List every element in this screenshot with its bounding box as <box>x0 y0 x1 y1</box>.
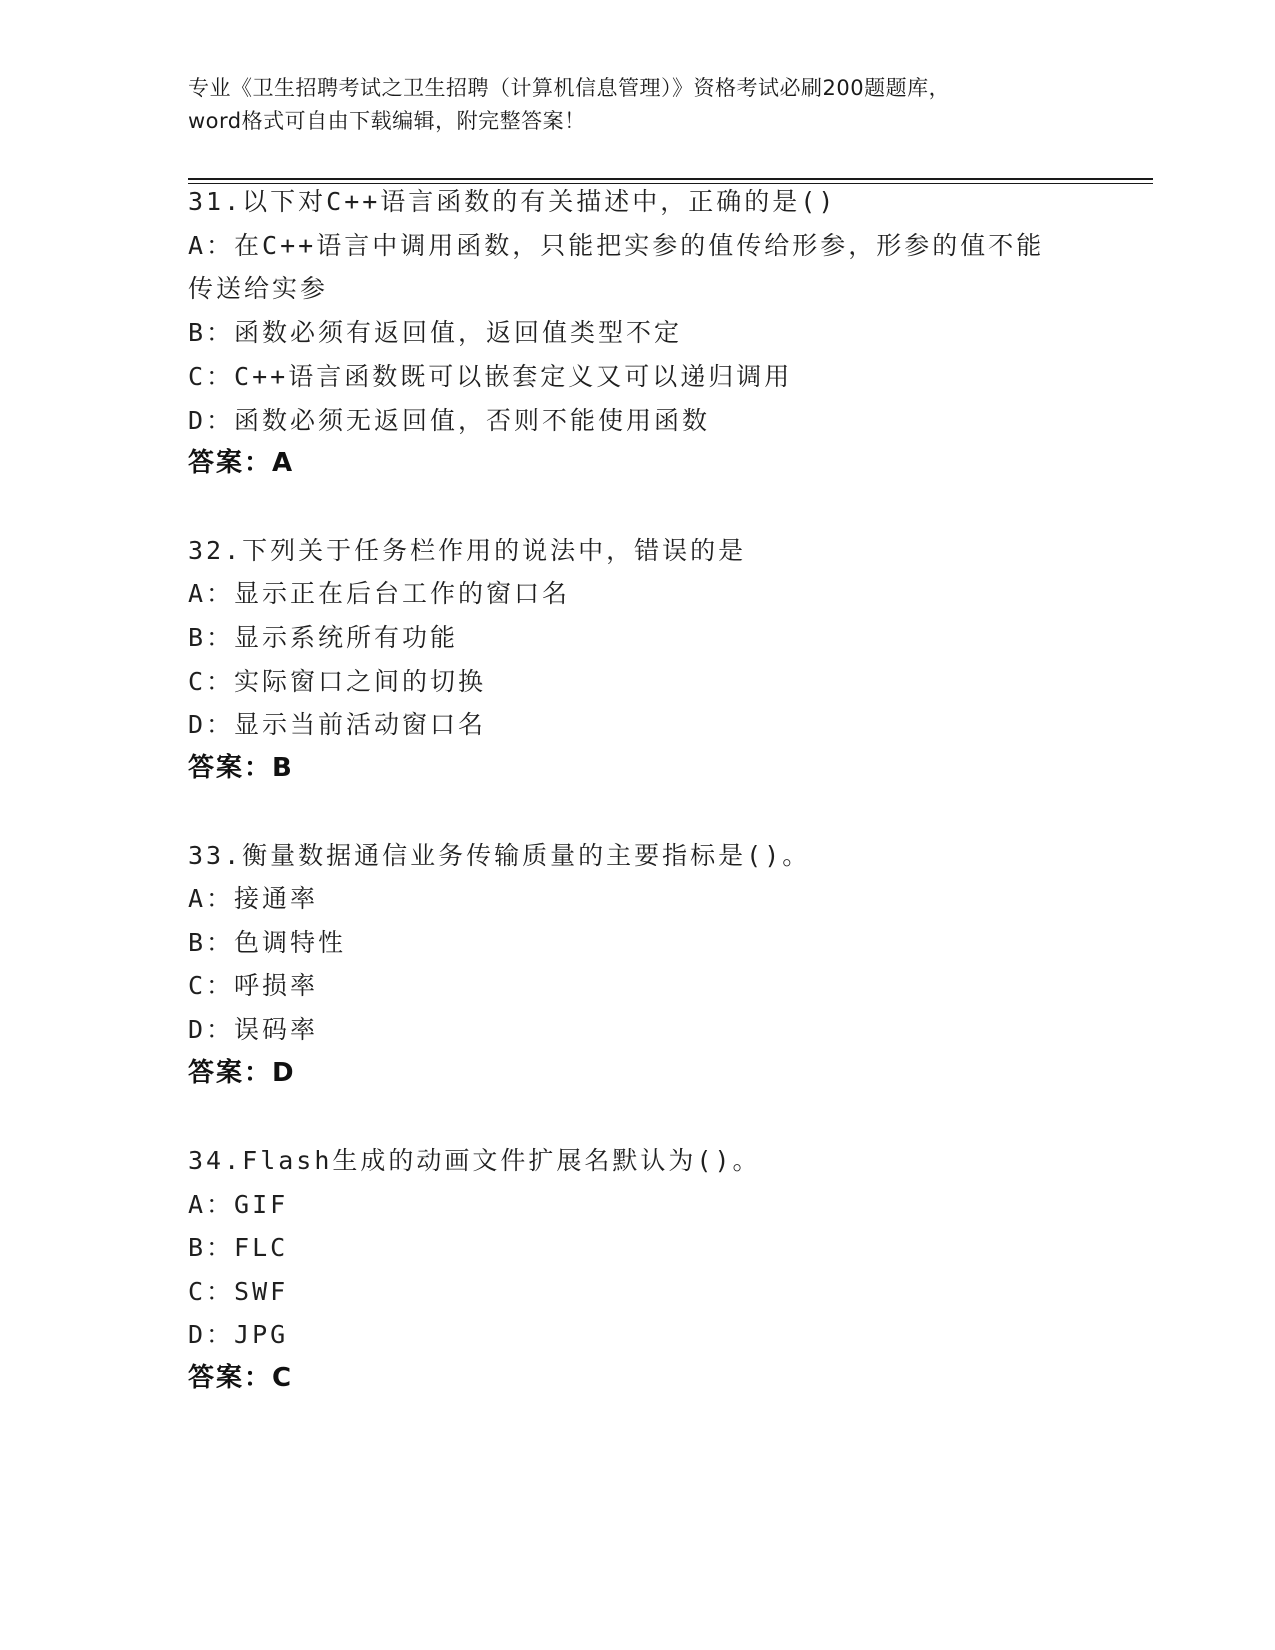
question-33-option-c: C：呼损率 <box>188 971 319 1000</box>
question-33-stem: 33.衡量数据通信业务传输质量的主要指标是()。 <box>188 841 811 870</box>
question-32-option-d: D：显示当前活动窗口名 <box>188 710 487 739</box>
question-34-option-a: A：GIF <box>188 1190 289 1219</box>
question-31-option-b: B：函数必须有返回值，返回值类型不定 <box>188 318 683 347</box>
question-34-option-c: C：SWF <box>188 1277 289 1306</box>
question-33-option-d: D：误码率 <box>188 1015 319 1044</box>
header-line-1: 专业《卫生招聘考试之卫生招聘（计算机信息管理）》资格考试必刷200题题库， <box>188 76 951 100</box>
document-header <box>188 72 1088 138</box>
question-33-option-a: A：接通率 <box>188 884 319 913</box>
question-31-option-a: A：在C++语言中调用函数，只能把实参的值传给形参，形参的值不能 <box>188 231 1045 260</box>
question-31-stem: 31.以下对C++语言函数的有关描述中，正确的是() <box>188 187 837 216</box>
question-32-option-b: B：显示系统所有功能 <box>188 623 459 652</box>
question-34-option-b: B：FLC <box>188 1233 289 1262</box>
question-31-option-a-cont: 传送给实参 <box>188 274 329 303</box>
question-33-option-b: B：色调特性 <box>188 928 347 957</box>
question-32-stem: 32.下列关于任务栏作用的说法中，错误的是 <box>188 536 747 565</box>
header-line-2: word格式可自由下载编辑，附完整答案！ <box>188 109 586 133</box>
question-34-stem: 34.Flash生成的动画文件扩展名默认为()。 <box>188 1146 761 1175</box>
question-31-option-d: D：函数必须无返回值，否则不能使用函数 <box>188 406 711 435</box>
question-34-option-d: D：JPG <box>188 1320 289 1349</box>
question-31-answer: 答案：A <box>188 448 295 478</box>
question-32-answer: 答案：B <box>188 753 294 783</box>
header-divider-thick <box>188 178 1153 180</box>
question-32-option-a: A：显示正在后台工作的窗口名 <box>188 579 571 608</box>
question-33-answer: 答案：D <box>188 1058 296 1088</box>
header-divider-thin <box>188 183 1153 184</box>
question-32-option-c: C：实际窗口之间的切换 <box>188 667 487 696</box>
question-31-option-c: C：C++语言函数既可以嵌套定义又可以递归调用 <box>188 362 793 391</box>
question-34-answer: 答案：C <box>188 1363 294 1393</box>
